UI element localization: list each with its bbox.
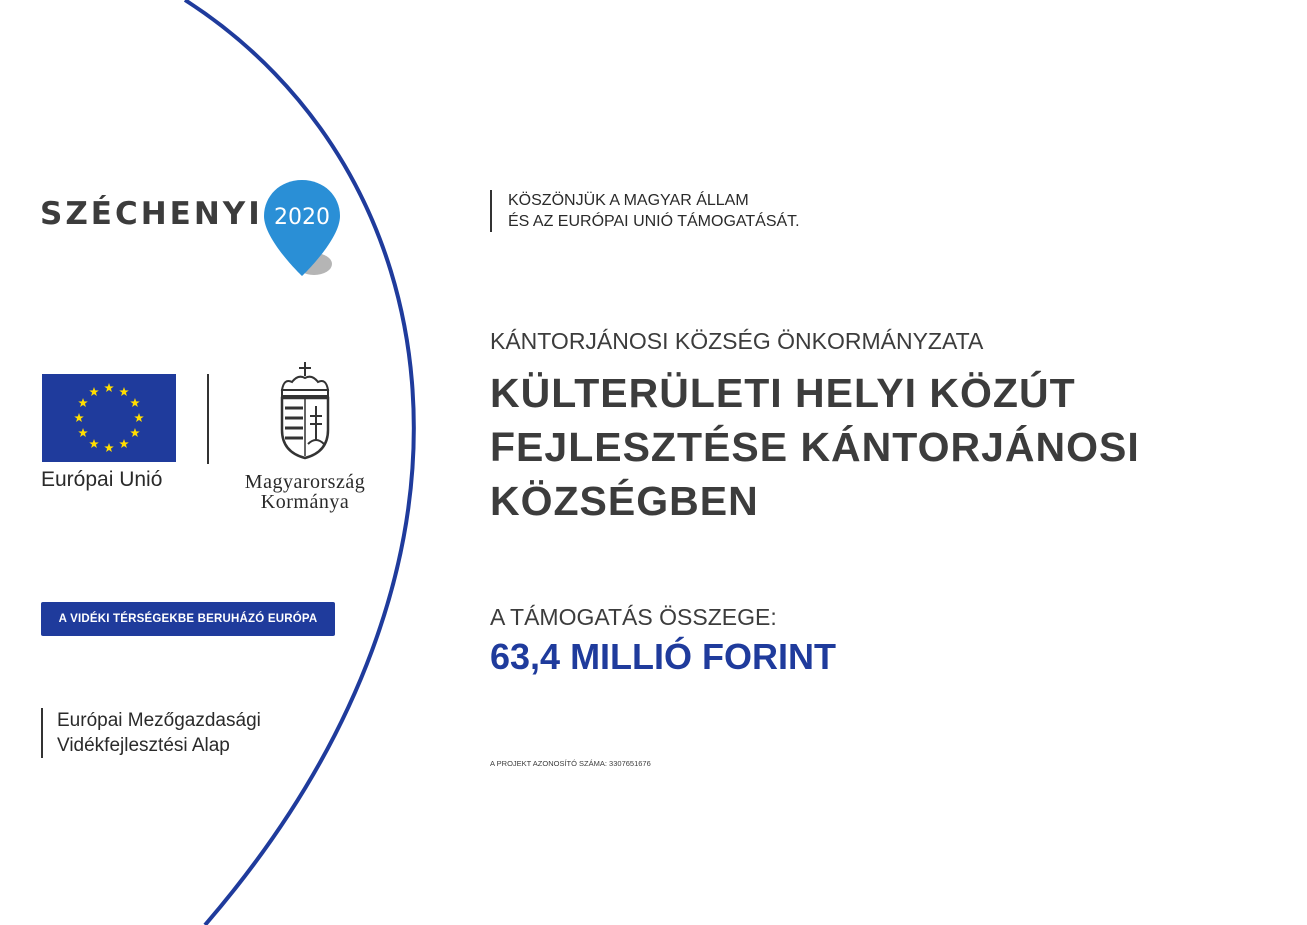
project-title-line2: FEJLESZTÉSE KÁNTORJÁNOSI [490, 424, 1140, 470]
eu-star [89, 387, 99, 396]
rural-europe-banner: A VIDÉKI TÉRSÉGEKBE BERUHÁZÓ EURÓPA [41, 602, 335, 636]
project-title-line3: KÖZSÉGBEN [490, 478, 759, 524]
thanks-note [490, 190, 800, 232]
fund-name [41, 708, 261, 758]
fund-name-line1: Európai Mezőgazdasági [57, 710, 261, 731]
eu-star [104, 383, 114, 392]
szechenyi-2020-logo [40, 178, 350, 278]
eu-label: Európai Unió [41, 468, 163, 491]
szechenyi-wordmark: SZÉCHENYI [40, 196, 263, 232]
government-label-line2: Kormánya [260, 491, 350, 513]
fund-name-line2: Vidékfejlesztési Alap [57, 735, 230, 756]
eu-flag-icon [42, 374, 176, 462]
thanks-line2: ÉS AZ EURÓPAI UNIÓ TÁMOGATÁSÁT. [508, 213, 800, 230]
eu-star [119, 439, 129, 448]
amount-label: A TÁMOGATÁS ÖSSZEGE: [490, 604, 777, 630]
government-label-line1: Magyarország [244, 471, 366, 493]
eu-star [78, 398, 88, 407]
logo-divider [207, 374, 209, 464]
eu-star [89, 439, 99, 448]
eu-star [130, 428, 140, 437]
eu-star [130, 398, 140, 407]
eu-star [104, 443, 114, 452]
thanks-line1: KÖSZÖNJÜK A MAGYAR ÁLLAM [508, 192, 749, 209]
project-id: A PROJEKT AZONOSÍTÓ SZÁMA: 3307651676 [490, 759, 651, 768]
eu-star [74, 413, 84, 422]
organization-name: KÁNTORJÁNOSI KÖZSÉG ÖNKORMÁNYZATA [490, 328, 984, 354]
eu-star [134, 413, 144, 422]
government-label [224, 472, 386, 512]
map-pin-icon [262, 178, 342, 278]
project-title [490, 366, 1250, 528]
coat-of-arms-icon [270, 360, 340, 460]
eu-star [78, 428, 88, 437]
project-title-line1: KÜLTERÜLETI HELYI KÖZÚT [490, 370, 1076, 416]
szechenyi-year: 2020 [274, 205, 330, 230]
eu-star [119, 387, 129, 396]
amount-value: 63,4 MILLIÓ FORINT [490, 636, 837, 677]
